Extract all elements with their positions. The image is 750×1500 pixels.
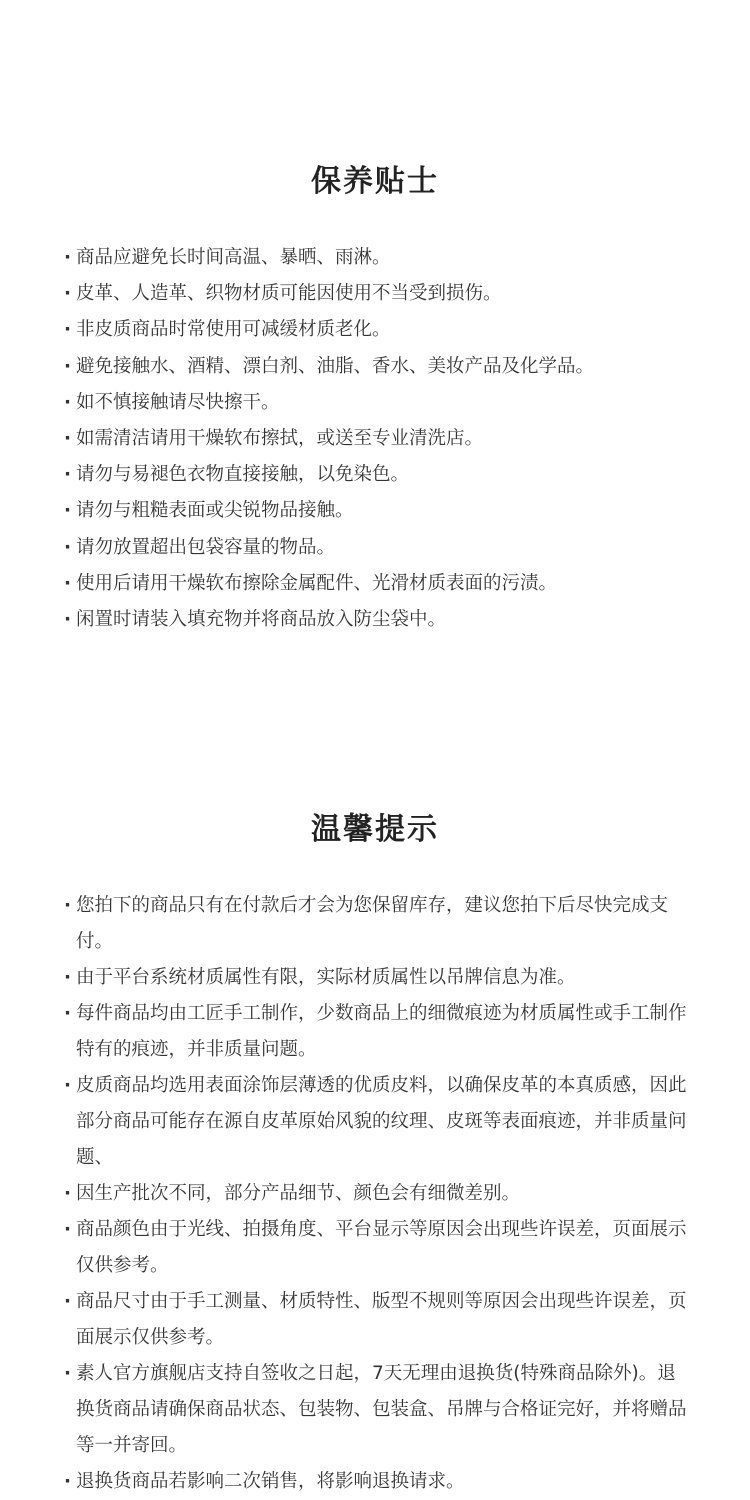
care-tip-item: · 请勿放置超出包袋容量的物品。 [64,530,694,566]
care-tip-item: · 请勿与易褪色衣物直接接触，以免染色。 [64,457,694,493]
warm-notice-section [0,808,750,1492]
notice-item: · 皮质商品均选用表面涂饰层薄透的优质皮料，以确保皮革的本真质感，因此部分商品可能存在源自皮革原始风貌的纹理、皮斑等表面痕迹，并非质量问题、 [64,1068,694,1176]
notice-item: · 商品颜色由于光线、拍摄角度、平台显示等原因会出现些许误差，页面展示仅供参考。 [64,1212,694,1284]
care-tip-item: · 使用后请用干燥软布擦除金属配件、光滑材质表面的污渍。 [64,566,694,602]
care-tip-item: · 如不慎接触请尽快擦干。 [64,385,694,421]
care-tip-item: · 避免接触水、酒精、漂白剂、油脂、香水、美妆产品及化学品。 [64,349,694,385]
warm-notice-title: 温馨提示 [311,812,439,847]
care-tips-title: 保养贴士 [311,164,439,199]
warm-notice-list [64,888,694,1500]
notice-item: · 商品尺寸由于手工测量、材质特性、版型不规则等原因会出现些许误差，页面展示仅供参考。 [64,1284,694,1356]
care-tip-item: · 商品应避免长时间高温、暴晒、雨淋。 [64,240,694,276]
notice-item: · 您拍下的商品只有在付款后才会为您保留库存，建议您拍下后尽快完成支付。 [64,888,694,960]
notice-item: · 素人官方旗舰店支持自签收之日起，7天无理由退换货(特殊商品除外)。退换货商品请确保商品状态、包装物、包装盒、吊牌与合格证完好，并将赠品等一并寄回。 [64,1356,694,1464]
care-tip-item: · 请勿与粗糙表面或尖锐物品接触。 [64,493,694,529]
care-tips-list [64,240,694,638]
care-tip-item: · 皮革、人造革、织物材质可能因使用不当受到损伤。 [64,276,694,312]
care-tip-item: · 闲置时请装入填充物并将商品放入防尘袋中。 [64,602,694,638]
notice-item: · 由于平台系统材质属性有限，实际材质属性以吊牌信息为准。 [64,960,694,996]
care-tip-item: · 如需清洁请用干燥软布擦拭，或送至专业清洗店。 [64,421,694,457]
notice-item: · 每件商品均由工匠手工制作，少数商品上的细微痕迹为材质属性或手工制作特有的痕迹，并非质量问题。 [64,996,694,1068]
care-tip-item: · 非皮质商品时常使用可减缓材质老化。 [64,312,694,348]
notice-item: · 因生产批次不同，部分产品细节、颜色会有细微差别。 [64,1176,694,1212]
care-tips-section [0,160,750,631]
notice-item: · 退换货商品若影响二次销售，将影响退换请求。 [64,1464,694,1500]
